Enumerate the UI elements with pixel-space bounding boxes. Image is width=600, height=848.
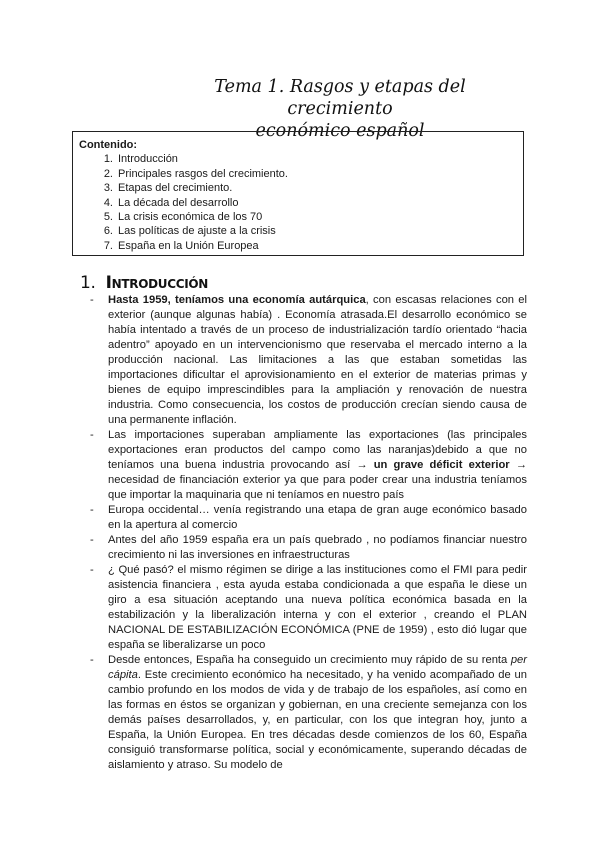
contents-item-label: Principales rasgos del crecimiento. xyxy=(118,167,288,180)
section-heading xyxy=(80,273,208,293)
bullet-dash: - xyxy=(90,654,94,666)
contents-item xyxy=(95,167,517,181)
contents-item xyxy=(95,239,517,253)
bullet-dash: - xyxy=(90,504,94,516)
contents-box xyxy=(72,131,524,256)
section-body xyxy=(90,293,527,773)
bullet-dash: - xyxy=(90,294,94,306)
bullet-dash: - xyxy=(90,429,94,441)
contents-item-number: 2. xyxy=(103,167,113,180)
paragraph-text: ¿ Qué pasó? el mismo régimen se dirige a las instituciones como el FMI para pedir asistencia financiera , esta ayuda estaba condicionada a que españa le diese un giro a esa situación aceptando una nueva política económica basada en la estabilización y la liberalización interna y con el exterior , creando el PLAN NACIONAL DE ESTABILIZACIÓN ECONÓMICA (PNE de 1959) , esto dió lugar que españa se liberalizarse un poco xyxy=(108,564,527,651)
bullet-paragraph xyxy=(90,293,527,428)
contents-item-label: Etapas del crecimiento. xyxy=(118,182,233,195)
contents-item xyxy=(95,210,517,224)
contents-item-label: España en la Unión Europea xyxy=(118,239,259,252)
paragraph-text: Las importaciones superaban ampliamente las exportaciones (las principales exportaciones eran productos del campo como las naranjas)debido a que no teníamos una buena industria provocando así → un grave déficit exterior → necesidad de financiación exterior ya que para poder crear una industria teníamos que importar la maquinaria que ni teníamos en nuestro país xyxy=(108,429,527,501)
contents-list xyxy=(79,152,517,253)
contents-item xyxy=(95,181,517,195)
title-line-1: Tema 1. Rasgos y etapas del crecimiento xyxy=(214,77,466,119)
bullet-paragraph xyxy=(90,503,527,533)
contents-item-label: Las políticas de ajuste a la crisis xyxy=(118,225,276,238)
section-number: 1. xyxy=(80,273,96,293)
contents-item-label: La década del desarrollo xyxy=(118,196,239,209)
section-title: Introducción xyxy=(105,273,209,293)
contents-item xyxy=(95,224,517,238)
bullet-paragraph xyxy=(90,563,527,653)
contents-item-number: 7. xyxy=(103,239,113,252)
bullet-dash: - xyxy=(90,564,94,576)
contents-item-number: 3. xyxy=(103,182,113,195)
contents-item-label: Introducción xyxy=(118,153,178,166)
contents-item-number: 4. xyxy=(103,196,113,209)
bullet-dash: - xyxy=(90,534,94,546)
contents-item-number: 6. xyxy=(103,225,113,238)
contents-heading: Contenido: xyxy=(79,139,138,151)
paragraph-text: Hasta 1959, teníamos una economía autárquica, con escasas relaciones con el exterior (aunque algunas había) . Economía atrasada.El desarrollo económico se había intentado a través de un proceso de industrialización tardío orientado “hacia adentro” apoyado en un intervencionismo que reservaba el mercado interno a la producción nacional. Las limitaciones a las que estaban sometidas las importaciones dificultar el aprovisionamiento en el exterior de materias primas y bienes de equipo imprescindibles para la ampliación y renovación de nuestra industria. Como consecuencia, los costos de producción crecían siendo causa de una permanente inflación. xyxy=(108,294,527,426)
paragraph-text: Europa occidental… venía registrando una etapa de gran auge económico basado en la apertura al comercio xyxy=(108,504,527,531)
paragraph-text: Desde entonces, España ha conseguido un crecimiento muy rápido de su renta per cápita. Este crecimiento económico ha necesitado, y ha venido acompañado de un cambio profundo en los modos de vida y de trabajo de los españoles, así como en las formas en éstos se organizan y gobiernan, en una creciente semejanza con los demás países desarrollados, y, en particular, con los que integran hoy, junto a España, la Unión Europea. En tres décadas desde comienzos de los 60, España consiguió transformarse política, social y económicamente, superando décadas de aislamiento y atraso. Su modelo de xyxy=(108,654,527,771)
title-line-2: económico español xyxy=(255,121,425,141)
contents-item-number: 5. xyxy=(103,211,113,224)
contents-item xyxy=(95,196,517,210)
contents-item-number: 1. xyxy=(103,153,113,166)
bullet-paragraph xyxy=(90,533,527,563)
paragraph-text: Antes del año 1959 españa era un país quebrado , no podíamos financiar nuestro crecimiento ni las inversiones en infraestructuras xyxy=(108,534,527,561)
contents-item xyxy=(95,152,517,166)
bullet-paragraph xyxy=(90,428,527,503)
bullet-paragraph xyxy=(90,653,527,773)
contents-item-label: La crisis económica de los 70 xyxy=(118,211,263,224)
